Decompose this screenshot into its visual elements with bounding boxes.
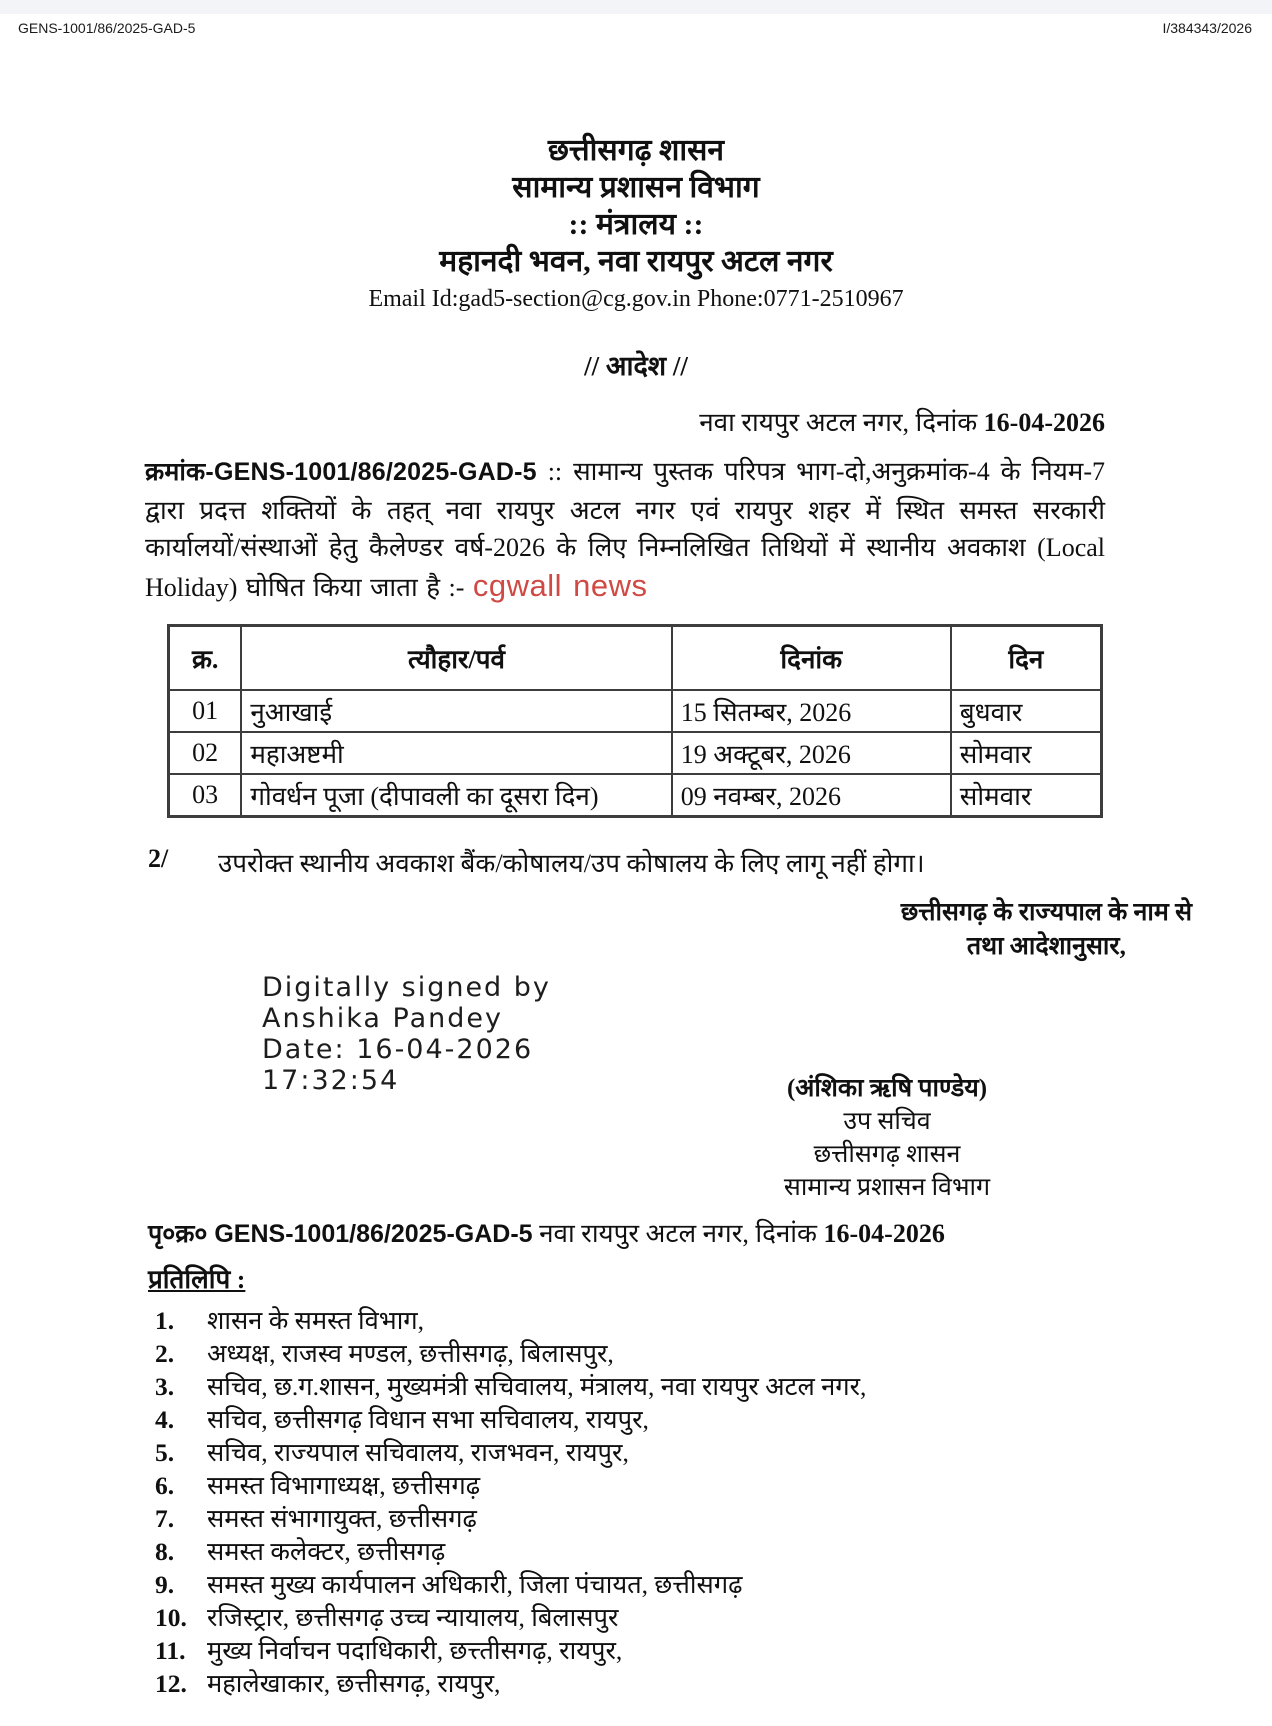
header-festival: त्यौहार/पर्व bbox=[241, 626, 671, 691]
list-item-text: समस्त विभागाध्यक्ष, छत्तीसगढ़ bbox=[207, 1471, 481, 1500]
list-item-number: 7. bbox=[155, 1504, 175, 1533]
row-day: सोमवार bbox=[951, 774, 1102, 817]
list-item-number: 9. bbox=[155, 1570, 175, 1599]
list-item-text: शासन के समस्त विभाग, bbox=[207, 1306, 425, 1335]
list-item bbox=[155, 1502, 1172, 1535]
row-sno: 03 bbox=[169, 774, 242, 817]
watermark-text: cgwall news bbox=[472, 567, 648, 603]
order-number: क्रमांक-GENS-1001/86/2025-GAD-5 bbox=[145, 458, 537, 486]
digital-signature-stamp bbox=[262, 972, 551, 1096]
list-item-text: सचिव, छत्तीसगढ़ विधान सभा सचिवालय, रायपुर, bbox=[207, 1405, 649, 1434]
list-item-number: 10. bbox=[155, 1603, 187, 1632]
endorsement-ref: पृ०क्र० GENS-1001/86/2025-GAD-5 bbox=[148, 1220, 533, 1248]
list-item bbox=[155, 1304, 1172, 1337]
row-festival: गोवर्धन पूजा (दीपावली का दूसरा दिन) bbox=[241, 774, 671, 817]
list-item bbox=[155, 1535, 1172, 1568]
order-date: 16-04-2026 bbox=[983, 408, 1105, 437]
signatory-block bbox=[687, 1072, 1087, 1204]
authority-line1: छत्तीसगढ़ के राज्यपाल के नाम से bbox=[900, 899, 1192, 926]
page-top-band bbox=[0, 0, 1272, 14]
order-title: // आदेश // bbox=[584, 351, 688, 381]
list-item-text: समस्त मुख्य कार्यपालन अधिकारी, जिला पंचायत, छत्तीसगढ़ bbox=[207, 1570, 743, 1599]
letterhead-mantralaya: :: मंत्रालय :: bbox=[568, 208, 704, 241]
list-item-text: रजिस्ट्रार, छत्तीसगढ़ उच्च न्यायालय, बिलासपुर bbox=[207, 1603, 619, 1632]
signature-area bbox=[0, 964, 1272, 1214]
digsig-line3: Date: 16-04-2026 bbox=[262, 1034, 534, 1065]
authority-inner bbox=[901, 896, 1192, 964]
copy-distribution-list bbox=[155, 1304, 1172, 1700]
clause-2 bbox=[148, 844, 1105, 880]
list-item-text: सचिव, छ.ग.शासन, मुख्यमंत्री सचिवालय, मंत्रालय, नवा रायपुर अटल नगर, bbox=[207, 1372, 867, 1401]
row-date: 19 अक्टूबर, 2026 bbox=[672, 732, 951, 774]
holiday-table bbox=[167, 624, 1103, 818]
list-item bbox=[155, 1568, 1172, 1601]
order-body-paragraph bbox=[145, 453, 1105, 606]
list-item bbox=[155, 1634, 1172, 1667]
signatory-designation: उप सचिव bbox=[843, 1108, 931, 1135]
file-reference-left: GENS-1001/86/2025-GAD-5 bbox=[18, 20, 196, 36]
order-body-text: सामान्य पुस्तक परिपत्र भाग-दो,अनुक्रमांक-4 के नियम-7 द्वारा प्रदत्त शक्तियों के तहत् नवा रायपुर अटल नगर एवं रायपुर शहर में स्थित समस्त सरकारी कार्यालयों/संस्थाओं हेतु कैलेण्डर वर्ष-2026 के लिए निम्नलिखित तिथियों में स्थानीय अवकाश (Local Holiday) घोषित किया जाता है :- bbox=[145, 457, 1105, 602]
list-item bbox=[155, 1601, 1172, 1634]
file-reference-right: I/384343/2026 bbox=[1162, 20, 1252, 36]
table-header-row bbox=[169, 626, 1102, 691]
list-item-number: 1. bbox=[155, 1306, 175, 1335]
list-item-number: 2. bbox=[155, 1339, 175, 1368]
row-festival: महाअष्टमी bbox=[241, 732, 671, 774]
list-item-number: 3. bbox=[155, 1372, 175, 1401]
copy-to-label bbox=[148, 1260, 1272, 1296]
authority-line2: तथा आदेशानुसार, bbox=[966, 933, 1126, 960]
list-item-number: 5. bbox=[155, 1438, 175, 1467]
letterhead-department: सामान्य प्रशासन विभाग bbox=[512, 171, 760, 204]
digsig-line2: Anshika Pandey bbox=[262, 1003, 504, 1034]
order-separator: :: bbox=[536, 457, 574, 486]
endorsement-place: नवा रायपुर अटल नगर, दिनांक bbox=[532, 1219, 824, 1248]
list-item bbox=[155, 1436, 1172, 1469]
list-item-number: 8. bbox=[155, 1537, 175, 1566]
table-row bbox=[169, 690, 1102, 732]
list-item-text: समस्त संभागायुक्त, छत्तीसगढ़ bbox=[207, 1504, 477, 1533]
row-sno: 02 bbox=[169, 732, 242, 774]
signatory-name: (अंशिका ऋषि पाण्डेय) bbox=[786, 1075, 988, 1102]
list-item-number: 12. bbox=[155, 1669, 187, 1698]
place-date-prefix: नवा रायपुर अटल नगर, दिनांक bbox=[699, 408, 984, 437]
list-item-number: 11. bbox=[155, 1636, 186, 1665]
digsig-line1: Digitally signed by bbox=[262, 972, 551, 1003]
table-row bbox=[169, 774, 1102, 817]
row-sno: 01 bbox=[169, 690, 242, 732]
signatory-org1: छत्तीसगढ़ शासन bbox=[813, 1141, 961, 1168]
list-item bbox=[155, 1370, 1172, 1403]
list-item-text: मुख्य निर्वाचन पदाधिकारी, छत्त्तीसगढ़, रायपुर, bbox=[207, 1636, 623, 1665]
authority-block bbox=[0, 896, 1192, 964]
list-item bbox=[155, 1337, 1172, 1370]
list-item-text: महालेखाकार, छत्तीसगढ़, रायपुर, bbox=[207, 1669, 501, 1698]
letterhead bbox=[0, 132, 1272, 314]
copy-to-label-text: प्रतिलिपि : bbox=[148, 1265, 246, 1294]
list-item-number: 4. bbox=[155, 1405, 175, 1434]
row-day: सोमवार bbox=[951, 732, 1102, 774]
row-day: बुधवार bbox=[951, 690, 1102, 732]
list-item bbox=[155, 1667, 1172, 1700]
list-item-text: अध्यक्ष, राजस्व मण्डल, छत्तीसगढ़, बिलासपुर, bbox=[207, 1339, 614, 1368]
digsig-line4: 17:32:54 bbox=[262, 1065, 400, 1096]
letterhead-address: महानदी भवन, नवा रायपुर अटल नगर bbox=[439, 245, 833, 278]
table-row bbox=[169, 732, 1102, 774]
list-item bbox=[155, 1469, 1172, 1502]
header-date: दिनांक bbox=[672, 626, 951, 691]
letterhead-contact: Email Id:gad5-section@cg.gov.in Phone:0771-2510967 bbox=[368, 286, 904, 312]
clause-2-number: 2/ bbox=[148, 844, 169, 873]
endorsement-line bbox=[148, 1214, 1172, 1250]
row-festival: नुआखाई bbox=[241, 690, 671, 732]
header-day: दिन bbox=[951, 626, 1102, 691]
list-item-text: सचिव, राज्यपाल सचिवालय, राजभवन, रायपुर, bbox=[207, 1438, 629, 1467]
header-sno: क्र. bbox=[169, 626, 242, 691]
clause-2-text: उपरोक्त स्थानीय अवकाश बैंक/कोषालय/उप कोषालय के लिए लागू नहीं होगा। bbox=[218, 849, 925, 878]
place-date-line bbox=[145, 403, 1105, 439]
list-item-text: समस्त कलेक्टर, छत्तीसगढ़ bbox=[207, 1537, 446, 1566]
row-date: 15 सितम्बर, 2026 bbox=[672, 690, 951, 732]
row-date: 09 नवम्बर, 2026 bbox=[672, 774, 951, 817]
letterhead-government: छत्तीसगढ़ शासन bbox=[547, 134, 725, 167]
endorsement-date: 16-04-2026 bbox=[823, 1219, 945, 1248]
signatory-org2: सामान्य प्रशासन विभाग bbox=[783, 1174, 991, 1201]
list-item bbox=[155, 1403, 1172, 1436]
list-item-number: 6. bbox=[155, 1471, 175, 1500]
